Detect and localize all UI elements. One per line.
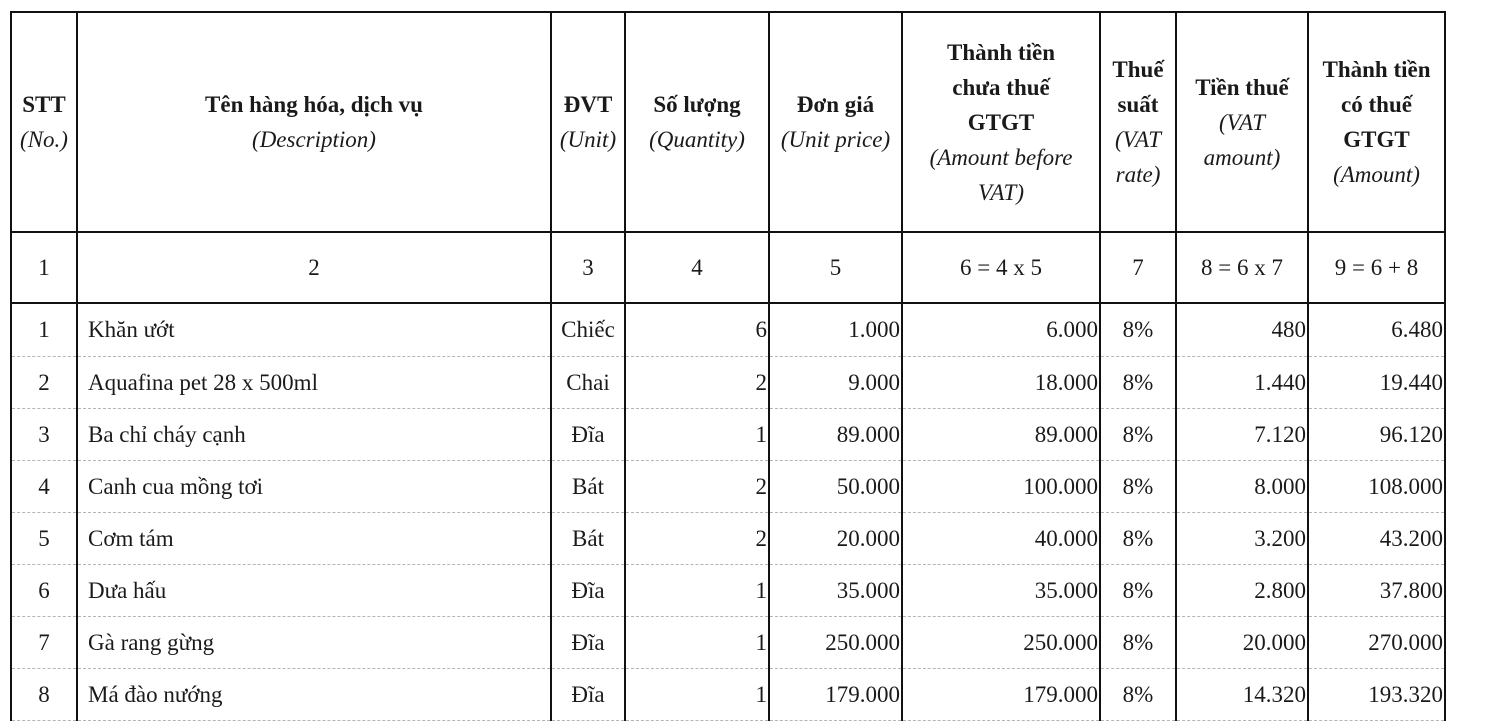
header-amount-before-vat-sub1: (Amount before	[929, 144, 1073, 170]
header-vat-amount-label: Tiền thuế	[1195, 74, 1289, 100]
header-stt-label: STT	[22, 92, 66, 117]
cell-vat-rate: 8%	[1100, 409, 1176, 461]
header-description-sub: (Description)	[252, 127, 376, 152]
cell-vat-rate: 8%	[1100, 669, 1176, 721]
cell-amount-before-vat: 179.000	[902, 669, 1100, 721]
header-vat-rate-line1: Thuế	[1112, 57, 1164, 82]
cell-unit: Đĩa	[551, 669, 625, 721]
column-number-row	[11, 232, 1445, 303]
table-row	[11, 565, 1445, 617]
cell-name: Cơm tám	[77, 513, 551, 565]
cell-stt: 5	[11, 513, 77, 565]
header-stt-sub: (No.)	[20, 127, 68, 152]
header-unit-price-sub: (Unit price)	[780, 127, 891, 152]
header-amount-line3: GTGT	[1343, 127, 1410, 152]
cell-unit-price: 50.000	[769, 461, 902, 513]
cell-unit: Đĩa	[551, 565, 625, 617]
cell-amount: 96.120	[1308, 409, 1445, 461]
header-row	[11, 12, 1445, 232]
cell-quantity: 1	[625, 409, 769, 461]
cell-unit-price: 35.000	[769, 565, 902, 617]
cell-unit-price: 250.000	[769, 617, 902, 669]
header-vat-rate-line2: suất	[1117, 92, 1159, 117]
cell-vat-rate: 8%	[1100, 617, 1176, 669]
header-quantity-sub: (Quantity)	[649, 127, 745, 152]
column-number: 8 = 6 x 7	[1176, 232, 1308, 303]
column-number: 6 = 4 x 5	[902, 232, 1100, 303]
column-number: 2	[77, 232, 551, 303]
cell-stt: 7	[11, 617, 77, 669]
cell-name: Ba chỉ cháy cạnh	[77, 409, 551, 461]
header-description-label: Tên hàng hóa, dịch vụ	[205, 92, 423, 117]
cell-amount-before-vat: 40.000	[902, 513, 1100, 565]
cell-amount-before-vat: 100.000	[902, 461, 1100, 513]
cell-unit-price: 89.000	[769, 409, 902, 461]
column-number: 1	[11, 232, 77, 303]
cell-quantity: 1	[625, 669, 769, 721]
header-unit-label: ĐVT	[563, 92, 613, 117]
cell-amount-before-vat: 35.000	[902, 565, 1100, 617]
cell-amount: 270.000	[1308, 617, 1445, 669]
header-unit-price	[769, 12, 902, 232]
invoice-table	[10, 11, 1446, 721]
item-rows	[11, 303, 1445, 721]
table-row	[11, 617, 1445, 669]
cell-quantity: 1	[625, 617, 769, 669]
header-amount	[1308, 12, 1445, 232]
header-vat-rate-sub2: rate)	[1115, 162, 1161, 187]
cell-quantity: 2	[625, 513, 769, 565]
header-quantity-label: Số lượng	[653, 92, 741, 117]
cell-amount: 43.200	[1308, 513, 1445, 565]
header-stt	[11, 12, 77, 232]
cell-amount: 37.800	[1308, 565, 1445, 617]
header-amount-before-vat	[902, 12, 1100, 232]
cell-quantity: 2	[625, 461, 769, 513]
cell-unit: Chai	[551, 357, 625, 409]
table-row	[11, 669, 1445, 721]
cell-amount: 6.480	[1308, 303, 1445, 357]
cell-unit-price: 179.000	[769, 669, 902, 721]
header-description	[77, 12, 551, 232]
cell-stt: 1	[11, 303, 77, 357]
cell-unit: Đĩa	[551, 409, 625, 461]
cell-vat-amount: 480	[1176, 303, 1308, 357]
column-number: 7	[1100, 232, 1176, 303]
header-vat-rate	[1100, 12, 1176, 232]
cell-vat-rate: 8%	[1100, 565, 1176, 617]
header-vat-amount	[1176, 12, 1308, 232]
column-number: 4	[625, 232, 769, 303]
column-number: 5	[769, 232, 902, 303]
cell-unit: Đĩa	[551, 617, 625, 669]
cell-stt: 6	[11, 565, 77, 617]
cell-name: Gà rang gừng	[77, 617, 551, 669]
table-row	[11, 303, 1445, 357]
cell-vat-amount: 8.000	[1176, 461, 1308, 513]
cell-vat-rate: 8%	[1100, 303, 1176, 357]
header-unit	[551, 12, 625, 232]
cell-vat-amount: 14.320	[1176, 669, 1308, 721]
table-row	[11, 409, 1445, 461]
header-amount-before-vat-line2: chưa thuế	[952, 74, 1050, 100]
cell-unit-price: 9.000	[769, 357, 902, 409]
cell-vat-amount: 2.800	[1176, 565, 1308, 617]
header-amount-sub: (Amount)	[1333, 162, 1420, 187]
cell-amount-before-vat: 89.000	[902, 409, 1100, 461]
column-number: 9 = 6 + 8	[1308, 232, 1445, 303]
header-amount-before-vat-line1: Thành tiền	[946, 39, 1055, 65]
cell-vat-rate: 8%	[1100, 461, 1176, 513]
cell-amount-before-vat: 18.000	[902, 357, 1100, 409]
cell-unit: Bát	[551, 461, 625, 513]
header-amount-line1: Thành tiền	[1322, 57, 1431, 82]
header-vat-amount-sub2: amount)	[1203, 144, 1281, 170]
header-vat-amount-sub1: (VAT	[1219, 109, 1265, 135]
cell-amount: 19.440	[1308, 357, 1445, 409]
cell-name: Aquafina pet 28 x 500ml	[77, 357, 551, 409]
cell-name: Dưa hấu	[77, 565, 551, 617]
header-vat-rate-sub1: (VAT	[1115, 127, 1161, 152]
cell-vat-rate: 8%	[1100, 357, 1176, 409]
cell-name: Khăn ướt	[77, 303, 551, 357]
header-unit-price-label: Đơn giá	[796, 92, 875, 117]
header-amount-line2: có thuế	[1341, 92, 1412, 117]
table-row	[11, 357, 1445, 409]
cell-quantity: 6	[625, 303, 769, 357]
cell-vat-amount: 3.200	[1176, 513, 1308, 565]
header-quantity	[625, 12, 769, 232]
table-row	[11, 461, 1445, 513]
header-unit-sub: (Unit)	[559, 127, 617, 152]
cell-quantity: 2	[625, 357, 769, 409]
cell-vat-rate: 8%	[1100, 513, 1176, 565]
cell-stt: 3	[11, 409, 77, 461]
cell-unit: Bát	[551, 513, 625, 565]
cell-unit: Chiếc	[551, 303, 625, 357]
cell-stt: 2	[11, 357, 77, 409]
cell-name: Canh cua mồng tơi	[77, 461, 551, 513]
cell-vat-amount: 20.000	[1176, 617, 1308, 669]
cell-amount: 108.000	[1308, 461, 1445, 513]
cell-name: Má đào nướng	[77, 669, 551, 721]
cell-amount-before-vat: 250.000	[902, 617, 1100, 669]
cell-amount: 193.320	[1308, 669, 1445, 721]
cell-vat-amount: 7.120	[1176, 409, 1308, 461]
cell-unit-price: 20.000	[769, 513, 902, 565]
cell-stt: 4	[11, 461, 77, 513]
column-number: 3	[551, 232, 625, 303]
table-row	[11, 513, 1445, 565]
header-amount-before-vat-sub2: VAT)	[978, 179, 1024, 205]
cell-vat-amount: 1.440	[1176, 357, 1308, 409]
cell-stt: 8	[11, 669, 77, 721]
cell-unit-price: 1.000	[769, 303, 902, 357]
cell-quantity: 1	[625, 565, 769, 617]
cell-amount-before-vat: 6.000	[902, 303, 1100, 357]
header-amount-before-vat-line3: GTGT	[967, 109, 1035, 135]
